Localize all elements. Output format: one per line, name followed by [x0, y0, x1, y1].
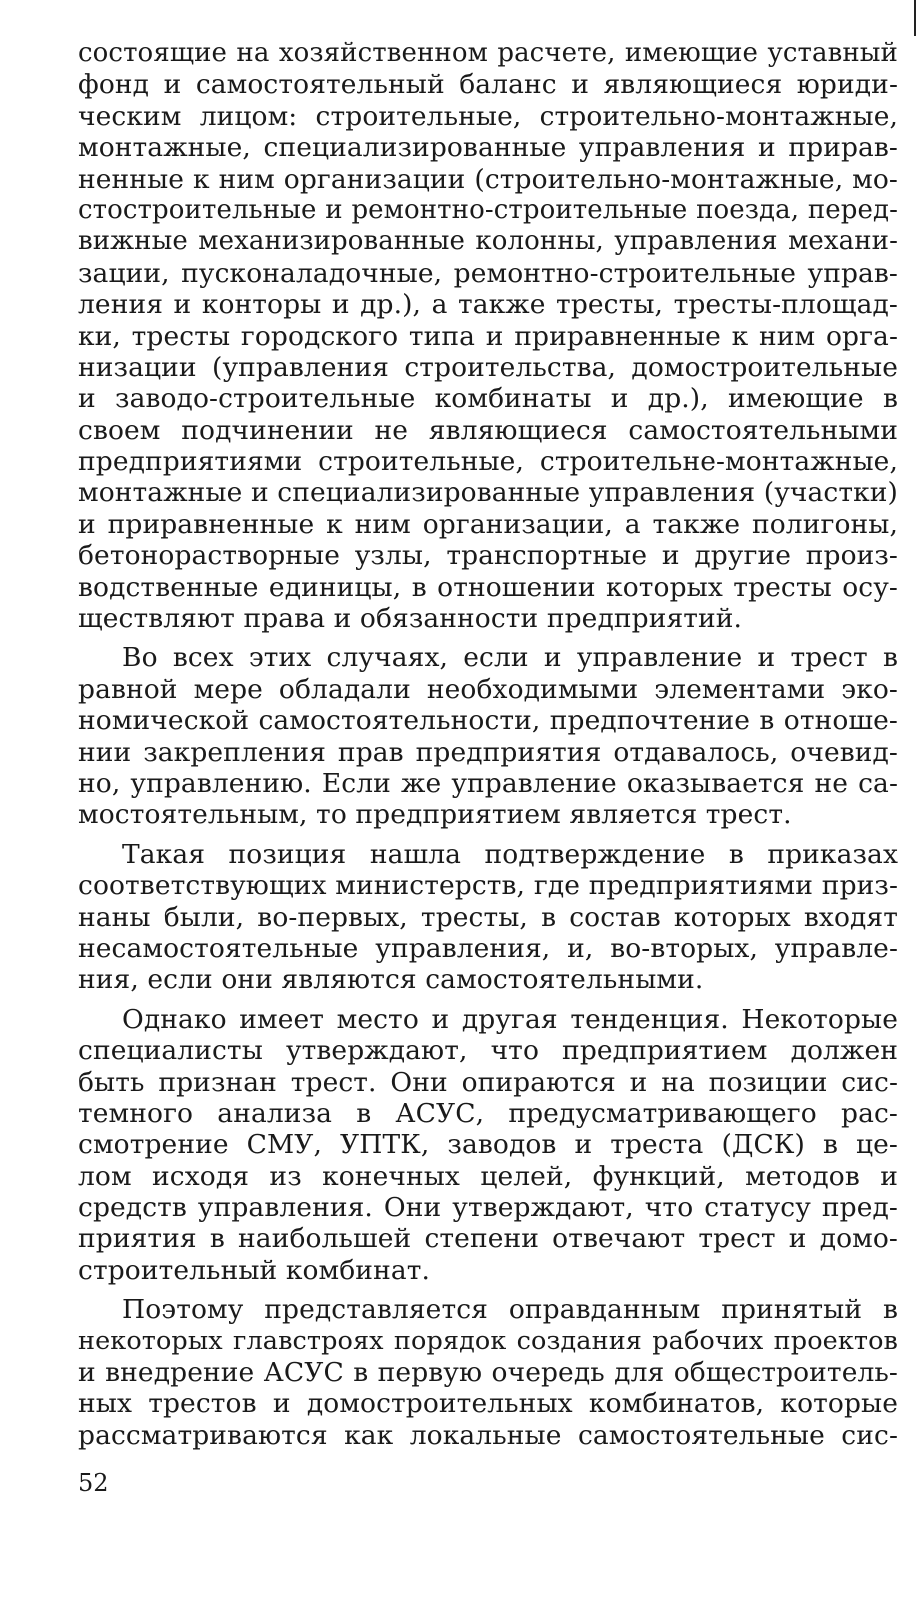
text-line: предприятиями строительные, строительне-монтажные,	[78, 446, 898, 478]
text-line: водственные единицы, в отношении которых тресты осу-	[78, 571, 898, 603]
text-line: низации (управления строительства, домостроительные	[78, 351, 898, 383]
text-line: некоторых главстроях порядок создания рабочих проектов	[78, 1325, 898, 1356]
text-line: наны были, во-первых, тресты, в состав которых входят	[78, 901, 898, 933]
text-line: монтажные и специализированные управления (участки)	[78, 477, 898, 509]
text-line: строительный комбинат.	[78, 1254, 431, 1286]
text-line: Такая позиция нашла подтверждение в приказах	[122, 838, 898, 870]
text-line: своем подчинении не являющиеся самостоятельными	[78, 414, 898, 446]
paragraph-3	[78, 839, 898, 996]
text-line: и заводо-строительные комбинаты и др.), имеющие в	[78, 383, 898, 415]
text-line: Во всех этих случаях, если и управление и трест в	[122, 642, 898, 674]
paragraph-2	[78, 642, 898, 830]
text-line: темного анализа в АСУС, предусматривающего рас-	[78, 1097, 898, 1129]
text-line: быть признан трест. Они опираются и на позиции сис-	[78, 1066, 898, 1098]
text-line: и приравненные к ним организации, а также полигоны,	[78, 508, 898, 540]
text-line: средств управления. Они утверждают, что статусу пред-	[78, 1192, 898, 1224]
text-line: ществляют права и обязанности предприятий.	[78, 603, 743, 635]
text-line: лом исходя из конечных целей, функций, методов и	[78, 1160, 898, 1192]
text-line: мостоятельным, то предприятием является трест.	[78, 799, 792, 831]
text-line: бетонорастворные узлы, транспортные и другие произ-	[78, 540, 898, 572]
text-line: нии закрепления прав предприятия отдавалось, очевид-	[78, 736, 898, 768]
page-number: 52	[78, 1469, 109, 1497]
paragraph-5	[78, 1294, 898, 1451]
text-line: ния, если они являются самостоятельными.	[78, 964, 704, 996]
text-line: Поэтому представляется оправданным принятый в	[122, 1294, 898, 1326]
paragraph-4	[78, 1004, 898, 1287]
text-line: монтажные, специализированные управления и прирав-	[78, 132, 898, 164]
top-right-edge-mark	[914, 0, 916, 36]
paragraph-1	[78, 38, 898, 634]
text-line: равной мере обладали необходимыми элементами эко-	[78, 673, 898, 705]
text-line: ных трестов и домостроительных комбинатов, которые	[78, 1388, 898, 1420]
text-line: рассматриваются как локальные самостоятельные сис-	[78, 1419, 898, 1451]
text-line: смотрение СМУ, УПТК, заводов и треста (ДСК) в це-	[78, 1129, 898, 1161]
text-line: зации, пусконаладочные, ремонтно-строительные управ-	[78, 257, 898, 289]
text-line: ления и конторы и др.), а также тресты, тресты-площад-	[78, 289, 898, 321]
body-text	[78, 38, 898, 1459]
text-line: номической самостоятельности, предпочтение в отноше-	[78, 705, 898, 737]
text-line: ческим лицом: строительные, строительно-монтажные,	[78, 100, 898, 132]
text-line: но, управлению. Если же управление оказывается не са-	[78, 767, 898, 799]
text-line: специалисты утверждают, что предприятием должен	[78, 1035, 898, 1067]
text-line: соответствующих министерств, где предприятиями приз-	[78, 870, 898, 902]
text-line: состоящие на хозяйственном расчете, имеющие уставный	[78, 38, 898, 68]
text-line: ненные к ним организации (строительно-монтажные, мо-	[78, 163, 898, 195]
text-line: несамостоятельные управления, и, во-вторых, управле-	[78, 932, 898, 964]
text-line: вижные механизированные колонны, управления механи-	[78, 226, 898, 257]
text-line: фонд и самостоятельный баланс и являющиеся юриди-	[78, 69, 898, 101]
text-line: стостроительные и ремонтно-строительные поезда, перед-	[78, 194, 898, 225]
text-line: Однако имеет место и другая тенденция. Некоторые	[122, 1003, 898, 1035]
text-line: ки, тресты городского типа и приравненные к ним орга-	[78, 320, 898, 352]
text-line: приятия в наибольшей степени отвечают трест и домо-	[78, 1223, 898, 1255]
text-line: и внедрение АСУС в первую очередь для общестроитель-	[78, 1357, 898, 1389]
